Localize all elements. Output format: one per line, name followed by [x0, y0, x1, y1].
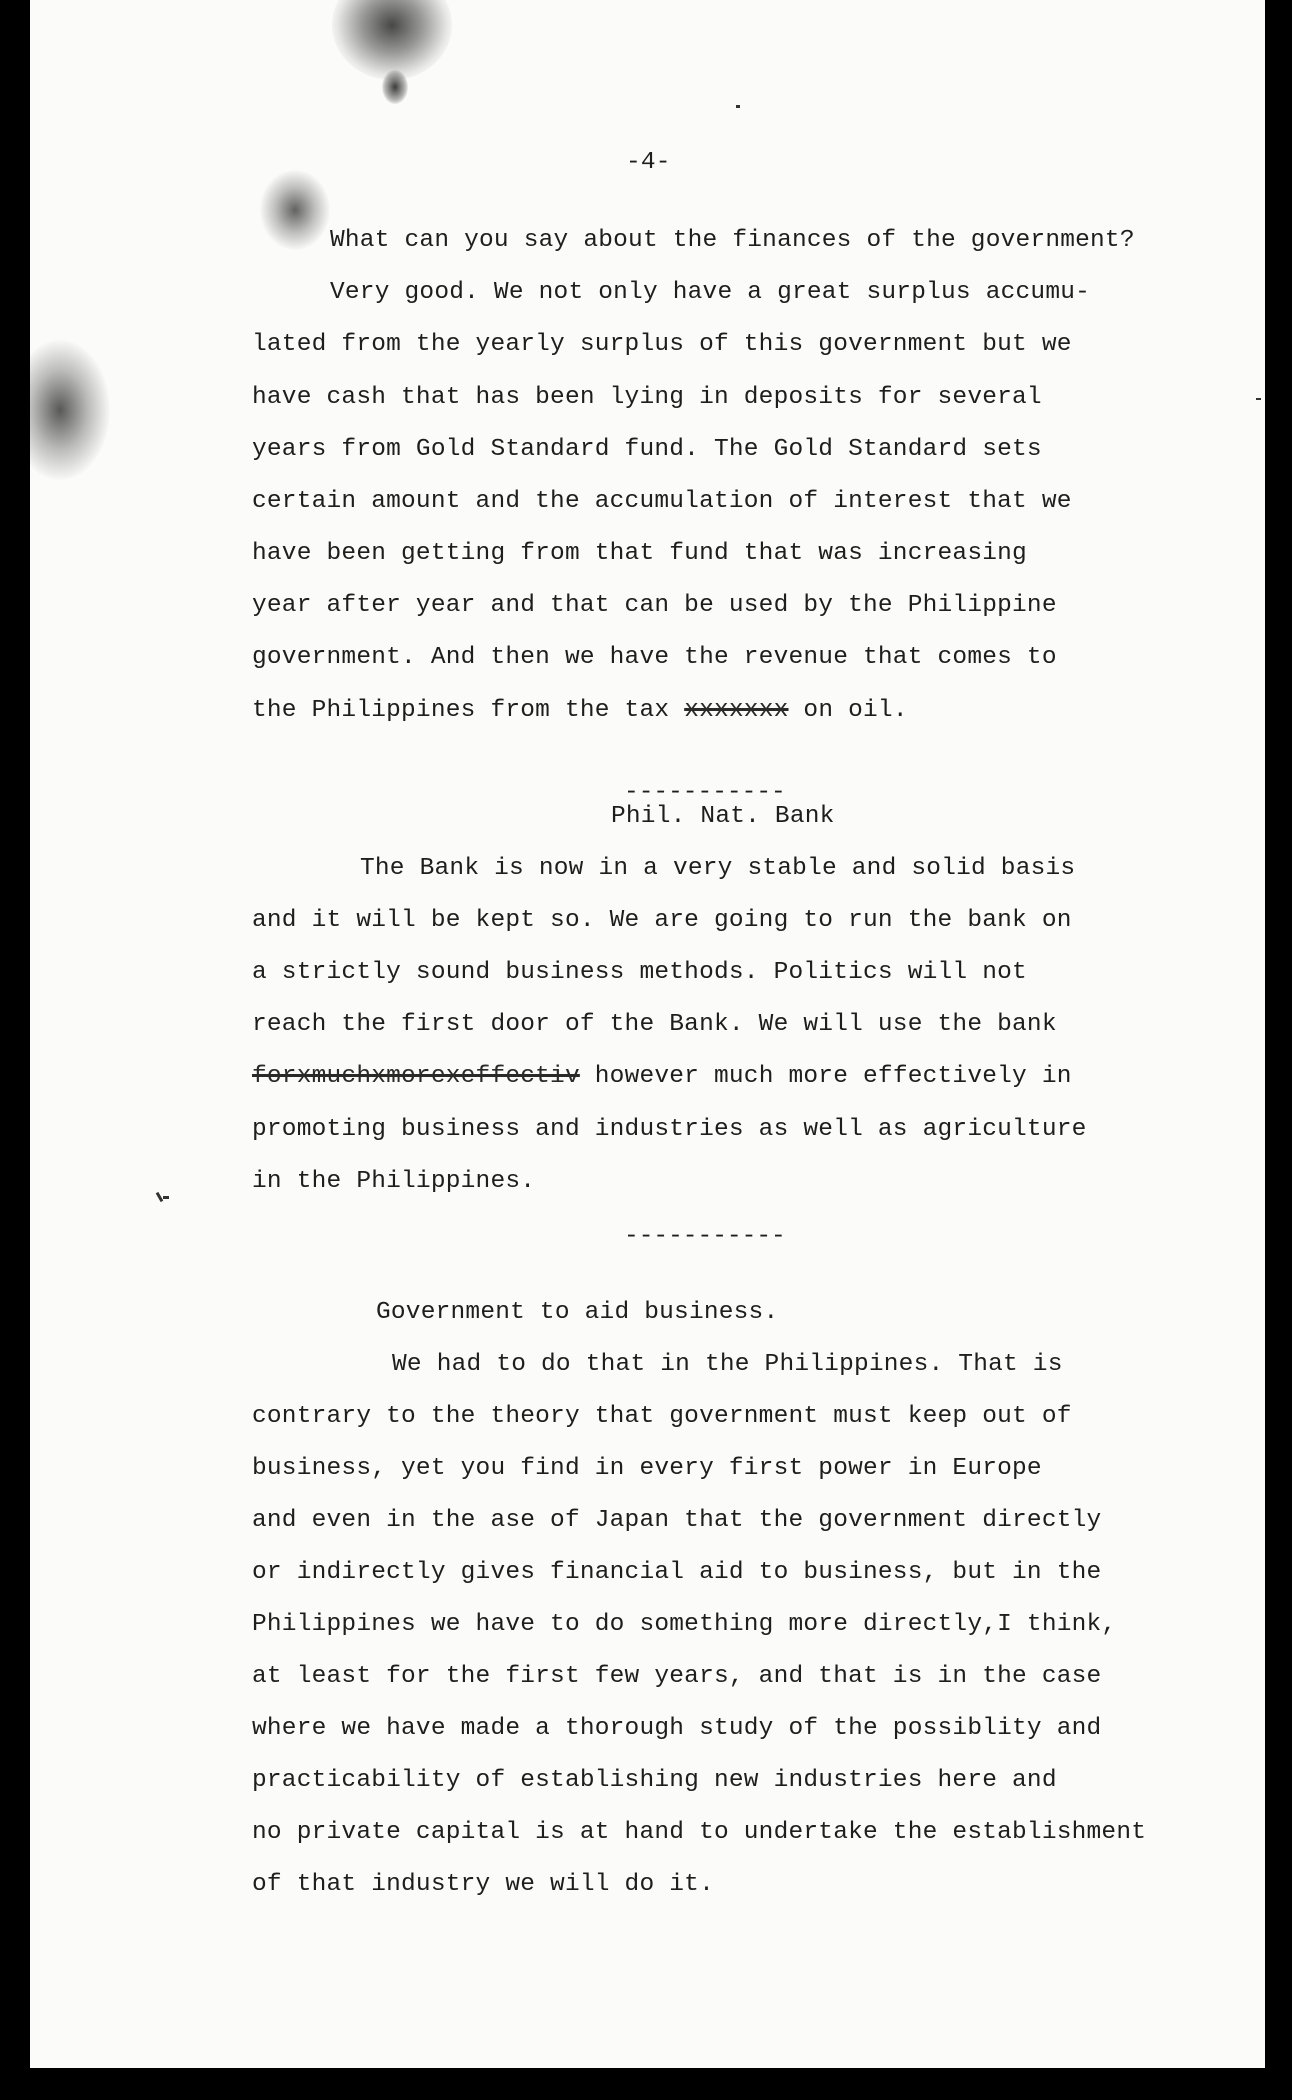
bank-line-struck	[252, 1062, 1072, 1092]
finances-line: have been getting from that fund that was increasing	[252, 540, 1027, 567]
bank-line: promoting business and industries as well as agriculture	[252, 1116, 1087, 1143]
finances-line: government. And then we have the revenue that comes to	[252, 644, 1057, 671]
finances-line: have cash that has been lying in deposits for several	[252, 384, 1042, 411]
government-aid-line: Philippines we have to do something more directly,I think,	[252, 1611, 1117, 1638]
bank-line: The Bank is now in a very stable and solid basis	[360, 855, 1076, 882]
finances-question: What can you say about the finances of the government?	[330, 227, 1135, 254]
government-aid-line: no private capital is at hand to undertake the establishment	[252, 1819, 1147, 1846]
finances-line-last	[252, 696, 908, 726]
government-aid-line: where we have made a thorough study of the possiblity and	[252, 1715, 1102, 1742]
bank-line: in the Philippines.	[252, 1168, 536, 1195]
government-aid-line: of that industry we will do it.	[252, 1871, 714, 1898]
typed-text	[30, 0, 1265, 2068]
finances-line: lated from the yearly surplus of this government but we	[252, 331, 1072, 358]
struck-text: forxmuchxmorexeffectiv	[252, 1063, 580, 1090]
bank-line: a strictly sound business methods. Politics will not	[252, 959, 1027, 986]
document-page	[30, 0, 1265, 2068]
finances-line-start: the Philippines from the tax	[252, 697, 670, 724]
government-aid-line: contrary to the theory that government must keep out of	[252, 1403, 1072, 1430]
government-aid-line: We had to do that in the Philippines. That is	[392, 1351, 1063, 1378]
bank-line-end: however much more effectively in	[594, 1063, 1072, 1090]
finances-line: Very good. We not only have a great surplus accumu-	[330, 279, 1091, 306]
government-aid-heading: Government to aid business.	[376, 1299, 779, 1326]
finances-line-end: on oil.	[803, 697, 908, 724]
government-aid-line: and even in the ase of Japan that the government directly	[252, 1507, 1102, 1534]
bank-heading: Phil. Nat. Bank	[611, 803, 835, 830]
finances-line: certain amount and the accumulation of interest that we	[252, 488, 1072, 515]
government-aid-line: business, yet you find in every first power in Europe	[252, 1455, 1042, 1482]
bank-line: reach the first door of the Bank. We will use the bank	[252, 1011, 1057, 1038]
separator: -----------	[624, 779, 786, 806]
separator: -----------	[624, 1223, 786, 1250]
bank-line: and it will be kept so. We are going to run the bank on	[252, 907, 1072, 934]
government-aid-line: practicability of establishing new industries here and	[252, 1767, 1057, 1794]
government-aid-line: at least for the first few years, and that is in the case	[252, 1663, 1102, 1690]
finances-line: years from Gold Standard fund. The Gold Standard sets	[252, 436, 1042, 463]
struck-text: xxxxxxx	[684, 697, 789, 724]
government-aid-line: or indirectly gives financial aid to business, but in the	[252, 1559, 1102, 1586]
page-number: -4-	[626, 149, 671, 176]
finances-line: year after year and that can be used by the Philippine	[252, 592, 1057, 619]
